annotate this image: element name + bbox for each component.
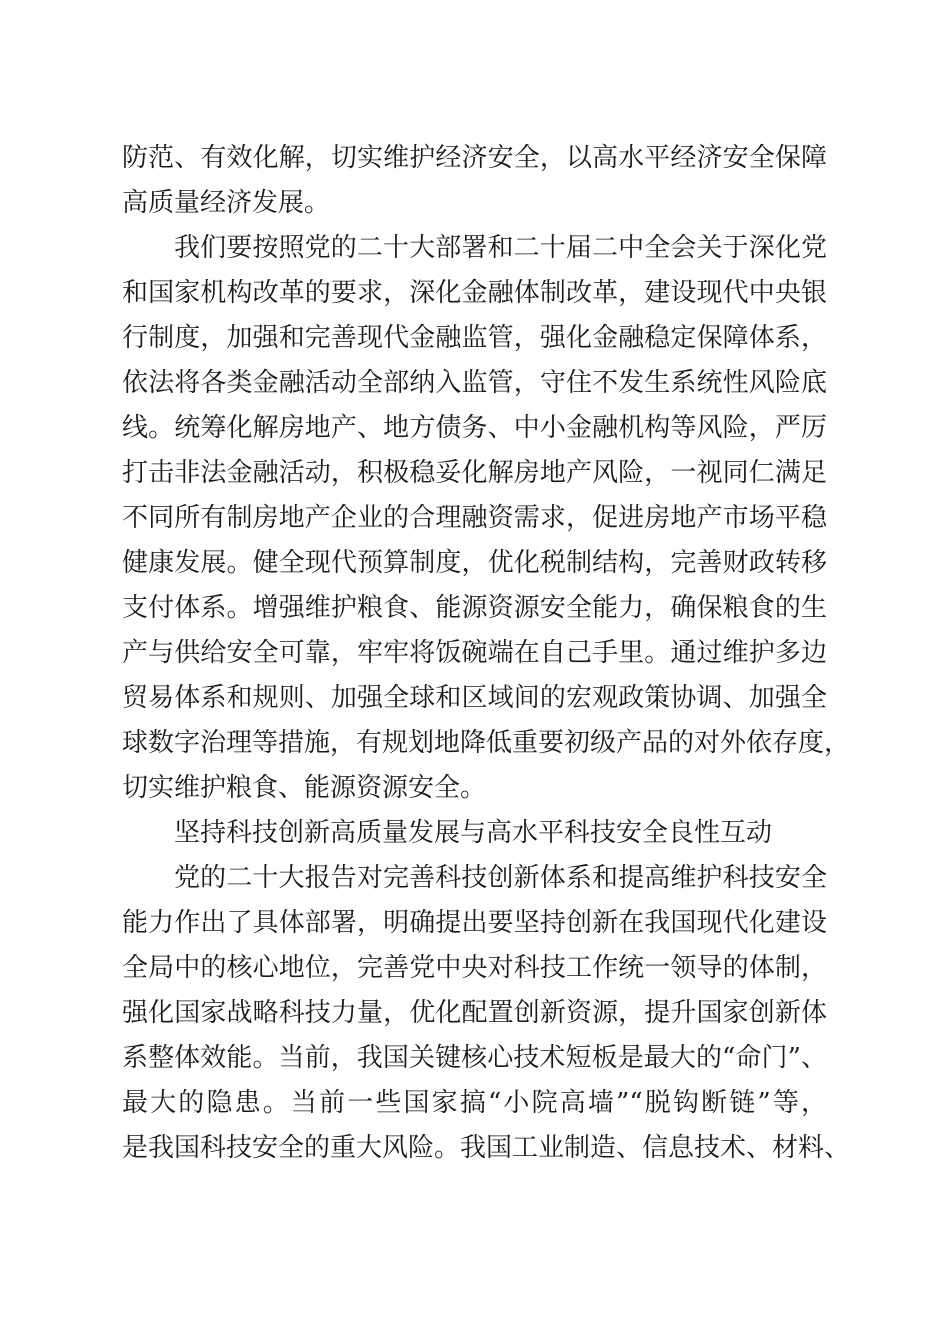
text-line: 能力作出了具体部署，明确提出要坚持创新在我国现代化建设 <box>122 908 827 938</box>
text-line: 线。统筹化解房地产、地方债务、中小金融机构等风险，严厉 <box>122 413 827 443</box>
text-line: 贸易体系和规则、加强全球和区域间的宏观政策协调、加强全 <box>122 683 827 713</box>
text-line: 球数字治理等措施，有规划地降低重要初级产品的对外依存度， <box>122 728 851 758</box>
text-line: 高质量经济发展。 <box>122 188 331 218</box>
text-line: 全局中的核心地位，完善党中央对科技工作统一领导的体制， <box>122 953 827 983</box>
text-line: 打击非法金融活动，积极稳妥化解房地产风险，一视同仁满足 <box>122 458 827 488</box>
text-line: 切实维护粮食、能源资源安全。 <box>122 773 487 803</box>
section-heading: 坚持科技创新高质量发展与高水平科技安全良性互动 <box>174 818 773 848</box>
text-line: 强化国家战略科技力量，优化配置创新资源，提升国家创新体 <box>122 998 827 1028</box>
text-line: 行制度，加强和完善现代金融监管，强化金融稳定保障体系， <box>122 323 827 353</box>
text-line: 产与供给安全可靠，牢牢将饭碗端在自己手里。通过维护多边 <box>122 638 827 668</box>
text-line: 支付体系。增强维护粮食、能源资源安全能力，确保粮食的生 <box>122 593 827 623</box>
text-line: 党的二十大报告对完善科技创新体系和提高维护科技安全 <box>174 863 827 893</box>
text-line: 我们要按照党的二十大部署和二十届二中全会关于深化党 <box>174 233 827 263</box>
text-line: 系整体效能。当前，我国关键核心技术短板是最大的“命门”、 <box>122 1043 827 1073</box>
text-line: 是我国科技安全的重大风险。我国工业制造、信息技术、材料、 <box>122 1133 851 1163</box>
text-line: 健康发展。健全现代预算制度，优化税制结构，完善财政转移 <box>122 548 827 578</box>
text-line: 最大的隐患。当前一些国家搞“小院高墙”“脱钩断链”等， <box>122 1088 827 1118</box>
text-line: 和国家机构改革的要求，深化金融体制改革，建设现代中央银 <box>122 278 827 308</box>
text-line: 不同所有制房地产企业的合理融资需求，促进房地产市场平稳 <box>122 503 827 533</box>
text-line: 防范、有效化解，切实维护经济安全，以高水平经济安全保障 <box>122 143 827 173</box>
text-line: 依法将各类金融活动全部纳入监管，守住不发生系统性风险底 <box>122 368 827 398</box>
